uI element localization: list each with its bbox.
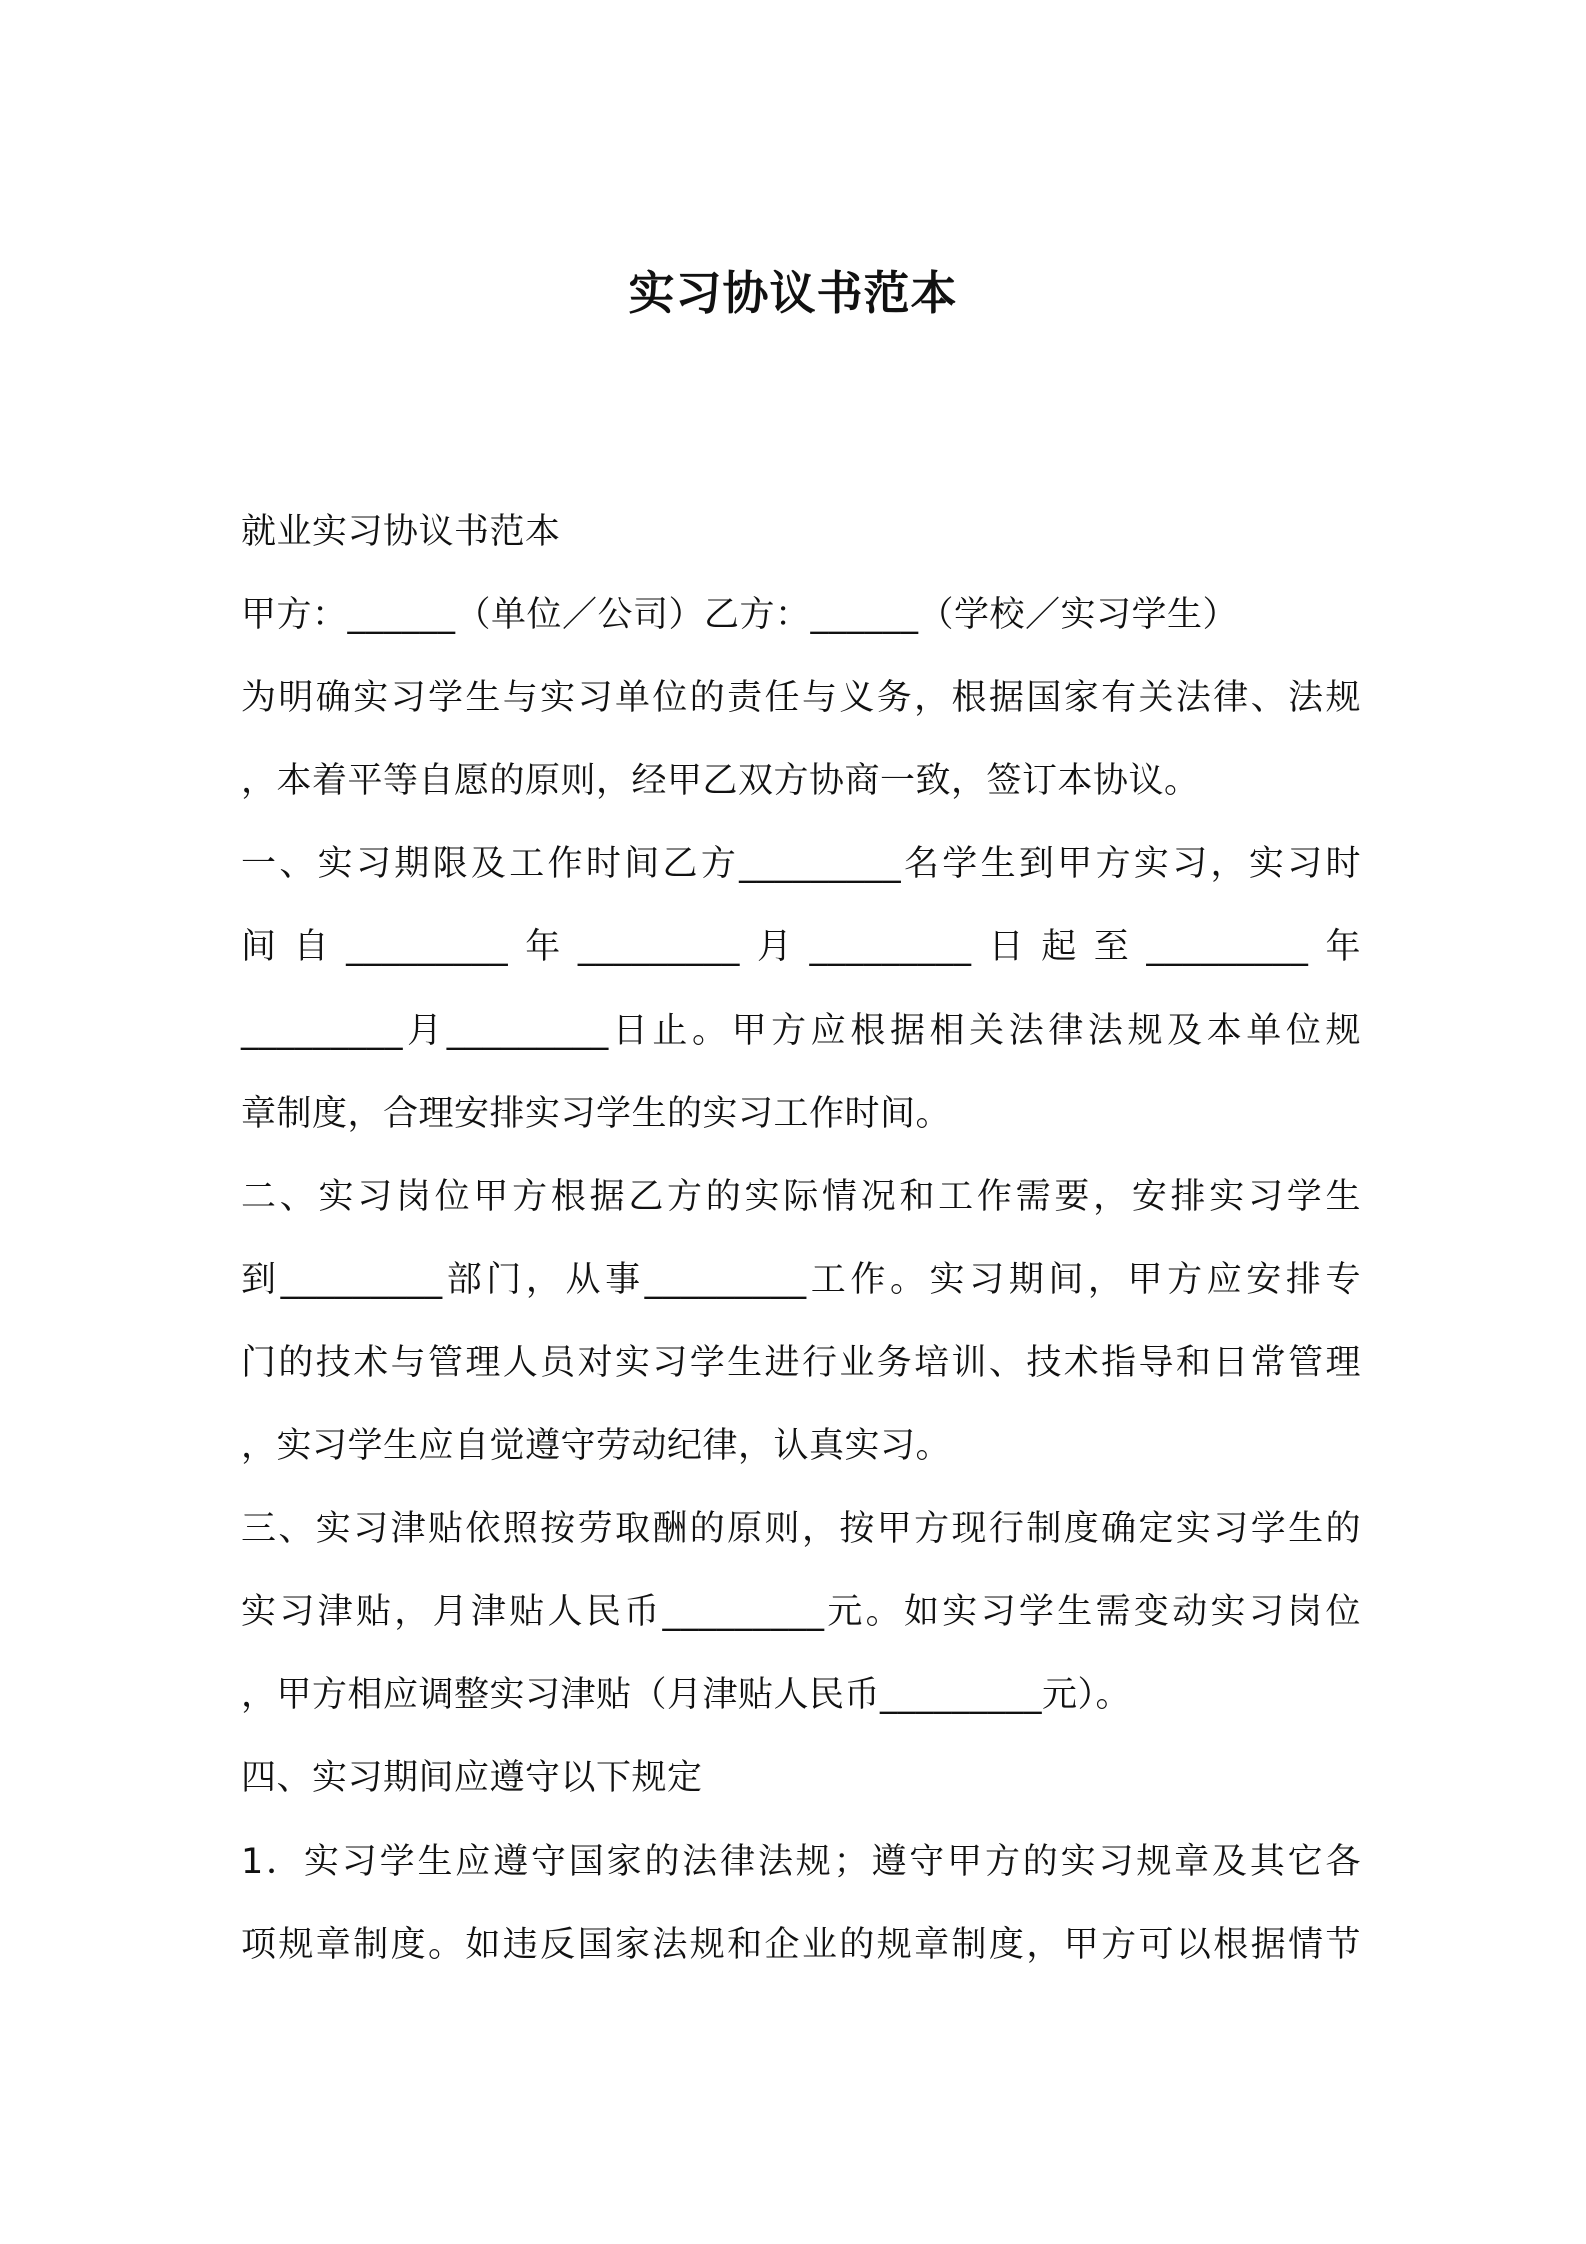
paragraph-line: ，实习学生应自觉遵守劳动纪律，认真实习。 [241,1426,952,1467]
paragraph-line: 为明确实习学生与实习单位的责任与义务，根据国家有关法律、法规 [241,678,1361,719]
paragraph-line: 到_________部门，从事_________工作。实习期间，甲方应安排专 [241,1259,1361,1300]
paragraph-line: 三、实习津贴依照按劳取酬的原则，按甲方现行制度确定实习学生的 [241,1509,1361,1550]
document-body [241,491,1361,1987]
section-heading-line: 四、实习期间应遵守以下规定 [241,1758,703,1799]
paragraph-line: _________月_________日止。甲方应根据相关法律法规及本单位规 [241,1010,1361,1051]
paragraph-line: ，本着平等自愿的原则，经甲乙双方协商一致，签订本协议。 [241,761,1200,802]
subtitle-line: 就业实习协议书范本 [241,512,561,552]
paragraph-line: 1．实习学生应遵守国家的法律法规；遵守甲方的实习规章及其它各 [241,1841,1361,1882]
paragraph-line: 二、实习岗位甲方根据乙方的实际情况和工作需要，安排实习学生 [241,1176,1361,1217]
paragraph-line: 项规章制度。如违反国家法规和企业的规章制度，甲方可以根据情节 [241,1924,1361,1965]
paragraph-line: 间自_________年_________月_________日起至_________年 [241,927,1361,968]
paragraph-line: ，甲方相应调整实习津贴（月津贴人民币_________元）。 [241,1675,1132,1716]
paragraph-line: 一、实习期限及工作时间乙方_________名学生到甲方实习，实习时 [241,844,1361,885]
parties-line: 甲方：______（单位／公司）乙方：______（学校／实习学生） [241,595,1239,636]
paragraph-line: 章制度，合理安排实习学生的实习工作时间。 [241,1093,952,1134]
paragraph-line: 实习津贴，月津贴人民币_________元。如实习学生需变动实习岗位 [241,1592,1361,1633]
paragraph-line: 门的技术与管理人员对实习学生进行业务培训、技术指导和日常管理 [241,1342,1361,1383]
document-title: 实习协议书范本 [628,266,958,320]
